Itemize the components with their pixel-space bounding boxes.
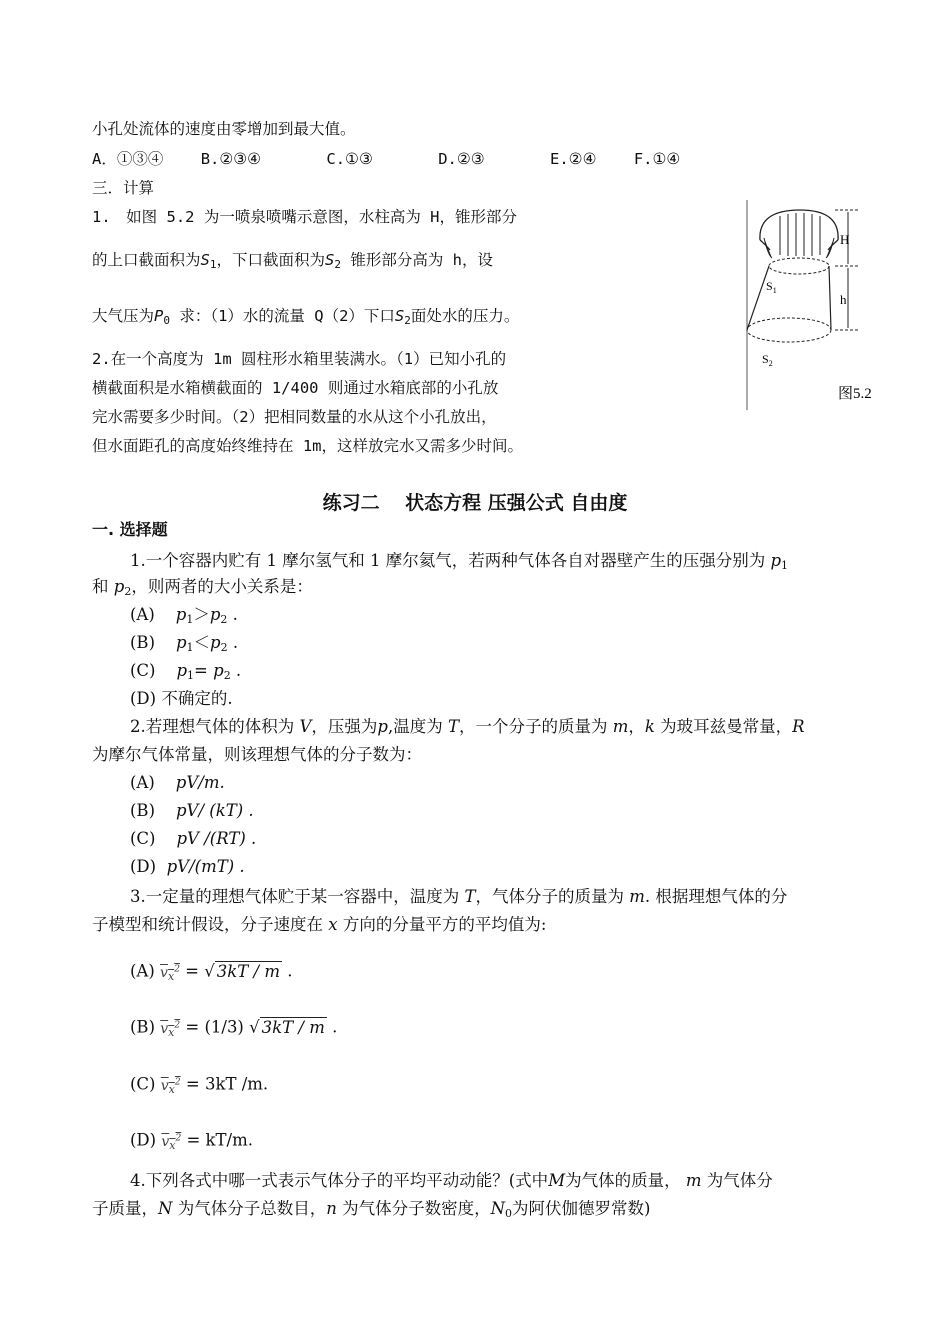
- text-line: 小孔处流体的速度由零增加到最大值。: [92, 120, 356, 138]
- option: (A) pV/m.: [130, 773, 225, 792]
- option: (C) pV /(RT) .: [130, 829, 257, 848]
- question-line: 4.下列各式中哪一式表示气体分子的平均平动动能？(式中M为气体的质量， m 为气体分: [130, 1171, 773, 1190]
- option: (D) 不确定的.: [130, 689, 233, 708]
- question-2-line: 但水面距孔的高度始终维持在 1m，这样放完水又需多少时间。: [92, 437, 523, 455]
- question-2-line: 横截面积是水箱横截面的 1/400 则通过水箱底部的小孔放: [92, 379, 499, 397]
- option: (C) $p_1= p_2$ .: [130, 661, 242, 682]
- option-c: C.①③: [326, 150, 373, 168]
- question-line: 2.若理想气体的体积为 V，压强为p,温度为 T，一个分子的质量为 m，k 为玻耳兹曼常量，R: [130, 717, 805, 736]
- question-line: 1.一个容器内贮有 1 摩尔氢气和 1 摩尔氦气，若两种气体各自对器壁产生的压强分别为 $p_1$: [130, 551, 789, 572]
- option: (B) pV/ (kT) .: [130, 801, 254, 820]
- question-1-line: 的上口截面积为$S_1$，下口截面积为$S_2$ 锥形部分高为 h，设: [92, 251, 493, 271]
- option: (D) $v_x^2 = kT/m$.: [130, 1130, 254, 1152]
- option: (A) $p_1>p_2$ .: [130, 605, 238, 626]
- question-line: 和 $p_2$，则两者的大小关系是：: [92, 577, 313, 598]
- option-e: E.②④: [550, 150, 597, 168]
- option-f: F.①④: [633, 150, 681, 168]
- question-2-line: 完水需要多少时间。（2）把相同数量的水从这个小孔放出，: [92, 408, 497, 426]
- label-s2: $S_2$: [762, 352, 773, 368]
- section-heading: 三．计算: [92, 179, 155, 197]
- option: (B) $p_1<p_2$ .: [130, 633, 239, 654]
- label-H: H: [840, 232, 850, 247]
- figure-caption: 图5.2: [838, 386, 872, 402]
- question-line: 子质量，N 为气体分子总数目，n 为气体分子数密度，$N_0$为阿伏伽德罗常数): [92, 1199, 651, 1220]
- question-1-line: 大气压为$P_0$ 求：（1）水的流量 Q（2）下口$S_2$面处水的压力。: [92, 307, 520, 327]
- option: (C) $v_x^2 = 3kT$ /m.: [130, 1074, 269, 1096]
- section-heading: 一. 选择题: [92, 520, 168, 539]
- option: (D) pV/(mT) .: [130, 857, 245, 876]
- option: (A) $v_x^2$ = √ 3kT / m .: [130, 961, 293, 983]
- option-b: B.②③④: [200, 150, 262, 168]
- question-line: 子模型和统计假设，分子速度在 x 方向的分量平方的平均值为:: [92, 915, 547, 934]
- question-2-line: 2.在一个高度为 1m 圆柱形水箱里装满水。（1）已知小孔的: [92, 350, 507, 368]
- label-h: h: [840, 292, 847, 307]
- option-a: A．①③④: [92, 150, 164, 168]
- page-title: 练习二 状态方程 压强公式 自由度: [322, 492, 628, 514]
- option: (B) $v_x^2 = (1/3)$ √ 3kT / m .: [130, 1017, 338, 1039]
- question-line: 为摩尔气体常量，则该理想气体的分子数为：: [92, 745, 422, 764]
- fountain-nozzle-figure: [740, 200, 890, 420]
- question-1-line: 1. 如图 5.2 为一喷泉喷嘴示意图，水柱高为 H，锥形部分: [92, 208, 517, 226]
- answer-options: [92, 148, 680, 170]
- question-line: 3.一定量的理想气体贮于某一容器中，温度为 T，气体分子的质量为 m. 根据理想气体的分: [130, 887, 788, 906]
- option-d: D.②③: [438, 150, 485, 168]
- label-s1: $S_1$: [766, 279, 777, 295]
